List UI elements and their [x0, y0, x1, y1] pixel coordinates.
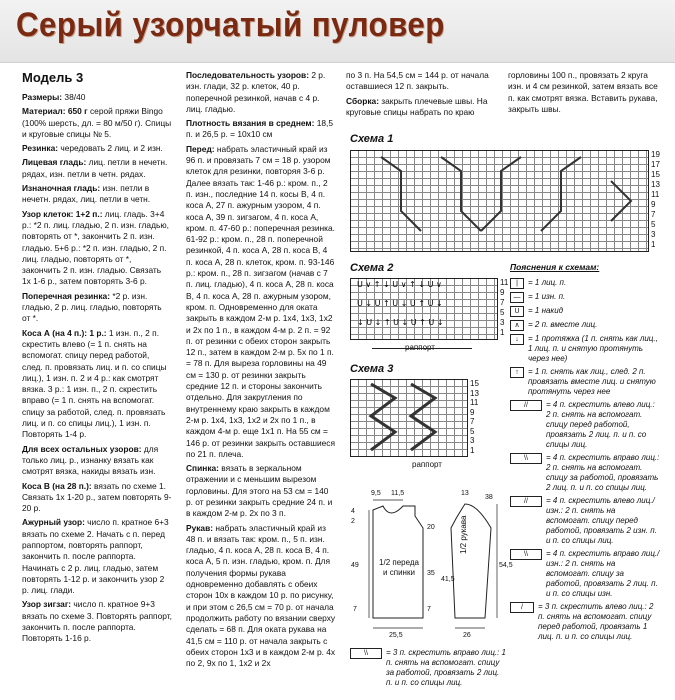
row-number: 1 [500, 328, 505, 337]
paragraph-heading: Лицевая гладь: [22, 157, 87, 168]
row-number: 7 [470, 417, 475, 426]
legend-text: = 1 накид [528, 306, 564, 315]
col1-paragraph [22, 183, 172, 206]
legend-item [510, 306, 660, 317]
dim-54-5: 54,5 [499, 562, 513, 569]
dim-7a: 7 [353, 606, 357, 613]
row-number: 5 [500, 308, 505, 317]
col1-paragraph [22, 143, 172, 154]
row-number: 9 [500, 288, 505, 297]
scheme3-row-numbers [470, 379, 490, 455]
legend-item [510, 602, 660, 642]
paragraph-text: чередовать 2 лиц. и 2 изн. [58, 143, 163, 154]
dim-top-a: 9,5 [371, 490, 381, 497]
legend-symbol-icon: U [510, 306, 524, 317]
paragraph-heading: Перед: [186, 143, 215, 154]
legend [510, 262, 660, 645]
paragraph-heading: Поперечная резинка: [22, 290, 110, 301]
legend-item [510, 292, 660, 303]
legend-item [510, 320, 660, 331]
col1-paragraph [22, 328, 172, 441]
scheme1-cables [351, 151, 648, 251]
model-heading: Модель 3 [22, 70, 84, 85]
scheme2-grid [350, 278, 498, 340]
legend-text: = 4 п. скрестить влево лиц.: 2 п. снять на вспомогат. спицу перед работой, провязать 2 лиц. п. и п. со спицы лиц. [546, 400, 655, 449]
front-back-label: 1/2 переда и спинки [379, 558, 419, 577]
scheme1-grid [350, 150, 649, 252]
legend-symbol-icon: // [510, 496, 542, 507]
legend-text: = 1 протяжка (1 п. снять как лиц., 1 лиц. п. и снятую протянуть через нее) [528, 334, 658, 363]
legend-symbol-icon: \\ [510, 549, 542, 560]
legend-symbol-icon: ↑ [510, 367, 524, 378]
paragraph-text: 2 р. изн. глади, 32 р. клеток, 40 р. поперечной резинкой, начав с 4 р. лиц. гладью. [186, 70, 326, 114]
scheme3-rapport: раппорт [412, 460, 442, 469]
legend-item [510, 334, 660, 364]
row-number: 7 [651, 210, 656, 219]
svg-text:U ∨ ↑ ↓ U ∨ ↑ ↓ U ∨: U ∨ ↑ ↓ U ∨ ↑ ↓ U ∨ [357, 280, 442, 289]
scheme1-row-numbers [651, 150, 671, 250]
paragraph-heading: Ажурный узор: [22, 517, 85, 528]
legend-title: Пояснения к схемам: [510, 262, 600, 272]
page-title: Серый узорчатый пуловер [16, 6, 445, 44]
row-number: 17 [651, 160, 660, 169]
paragraph-text: набрать эластичный край из 96 п. и провязать 7 см = 18 р. узором клеток для резинки, повторяя 3-6 р. Далее вязать так: 1-46 р.: кром. п., 2 п. изн., последние 14 п. косы В, 4 п. коса А, 27 п. ажурным узором, 4 п. коса А, 39 п. зигзагом, 4 п. коса А, кром. п. 47-60 р.: поперечная резинка. 61-92 р.: кром. п., 28 п. поперечной резинкой, 4 п. коса А, 28 п. коса В, 4 п. коса А, 28 п. клеток, кром. п. 93-146 р.: кром. п., 28 п. зигзагом (начав с 7 п. лиц. гладью), 4 п. коса А, 28 п. коса В, 4 п. коса А, 28 п. ажурным узором, кром. п. Одновременно для оката закрыть в каждом 2-м р. 1х4, 1х3, 1х2 и 2х по 1 п., в каждом 4-м р. 2 п. = 92 п. от резинки с обеих сторон закрыть 12 п., затем в каждом 2-м р. 5х по 1 п. = 78 п. Для выреза горловины на 49 см = 130 р. от резинки закрыть средние 12 п. и стороны закончить отдельно. Для закругления по внутреннему краю закрыть в каждом 2-м р. 1х4, 1х3, 1х2 и 2х по 1 п., в каждом 4-м р. еще 1х1 п. На 55 см = 146 р. от резинки закрыть оставшиеся по 21 п. плеча. [186, 143, 336, 459]
paragraph-text: вязать по схеме 1. Связать 1х 1-20 р., затем повторять 9-20 р. [22, 480, 172, 514]
col2-paragraph [186, 144, 336, 460]
scheme3-zigzag [351, 380, 467, 456]
legend-bottom-item [350, 648, 508, 688]
legend-text: = 3 п. скрестить влево лиц.: 2 п. снять на вспомогат. спицу перед работой, провязать 1 лиц. п. и п. со спицы лиц. [538, 602, 654, 641]
legend-item [510, 496, 660, 546]
row-number: 1 [651, 240, 656, 249]
text-column-3 [346, 70, 496, 121]
garment-shapes [345, 488, 510, 648]
dim-41-5: 41,5 [441, 576, 455, 583]
col2-paragraph [186, 523, 336, 670]
legend-text: = 1 п. снять как лиц., след. 2 п. провязать вместе лиц. и снятую протянуть через нее [528, 367, 656, 396]
paragraph-heading: Изнаночная гладь: [22, 183, 101, 194]
row-number: 5 [651, 220, 656, 229]
legend-text: = 4 п. скрестить вправо лиц./изн.: 2 п. снять на вспомогат. спицу за работой, провязать 2 лиц. п. и п. со спицы изн. [546, 549, 660, 598]
paragraph-text: горловины 100 п., провязать 2 круга изн. и 4 см резинкой, затем вязать все п. как смотрят вязка. Вставить рукава, закрыть швы. [508, 70, 658, 114]
legend-symbol-icon: // [510, 400, 542, 411]
scheme2-rapport-line [372, 348, 472, 349]
row-number: 5 [470, 426, 475, 436]
row-number: 11 [470, 398, 479, 407]
dim-neck-a: 4 [351, 508, 355, 515]
paragraph-text: 18,5 п. и 26,5 р. = 10х10 см [186, 118, 334, 140]
text-column-4 [508, 70, 658, 118]
legend-text: = 4 п. скрестить вправо лиц.: 2 п. снять на вспомогат. спицу за работой, провязать 2 лиц. п. и п. со спицы лиц. [546, 453, 660, 492]
row-number: 15 [470, 379, 479, 388]
row-number: 15 [651, 170, 660, 179]
paragraph-heading: Коса В (на 28 п.): [22, 480, 92, 491]
col1-paragraph [22, 444, 172, 478]
paragraph-text: лиц. петли в нечетн. рядах, изн. петли в четн. рядах. [22, 157, 168, 179]
dim-top-b: 11,5 [391, 490, 405, 497]
legend-symbol-icon: — [510, 292, 524, 303]
legend-text: = 1 изн. п. [528, 292, 566, 301]
legend-item [510, 400, 660, 450]
legend-symbol-icon: ↓ [510, 334, 524, 345]
paragraph-text: вязать в зеркальном отражении и с меньшим вырезом горловины. Для этого на 53 см = 140 р. от резинки закрыть средние 24 п. и в каждом 2-м р. 2х по 3 п. [186, 463, 333, 519]
legend-bottom-text: = 3 п. скрестить вправо лиц.: 1 п. снять на вспомогат. спицу за работой, провязать 2 лиц. п. и п. со спицы лиц. [386, 648, 507, 687]
paragraph-heading: Последовательность узоров: [186, 70, 309, 80]
paragraph-heading: Сборка: [346, 95, 379, 106]
cable-right-3-icon: \\ [350, 648, 382, 659]
dim-20: 20 [427, 524, 435, 531]
dim-7b: 7 [427, 606, 431, 613]
svg-text:U ↓ U ↑ U ↓ U ↑ U ↓: U ↓ U ↑ U ↓ U ↑ U ↓ [357, 299, 443, 308]
paragraph-text: лиц. гладь. 3+4 р.: *2 п. лиц. гладью, 2 п. изн. гладью, повторять от *, закончить 2 п. изн. гладью. 5+6 р.: *2 п. изн. гладью, 2 п. лиц. гладью, повторять от *, закончить 2 п. изн. гладью. Связать 1х 1-6 р., затем повторять 3-6 р. [22, 208, 169, 287]
col2-paragraph [186, 70, 336, 115]
legend-text: = 2 п. вместе лиц. [528, 320, 598, 329]
svg-text:↓ U ↓ ↑ U ↓ U ↑ U ↓: ↓ U ↓ ↑ U ↓ U ↑ U ↓ [357, 318, 444, 327]
paragraph-heading: Плотность вязания в среднем: [186, 118, 315, 129]
row-number: 11 [651, 190, 660, 199]
paragraph-text: число п. кратное 6+3 вязать по схеме 2. Начать с п. перед раппортом, повторять раппорт, закончить п. после раппорта. Начинать с 2 р. лиц. гладью, затем повторять 1-12 р. и закончить узор 2 р. лиц. глади. [22, 517, 169, 596]
paragraph-text: 38/40 [62, 92, 86, 102]
row-number: 13 [651, 180, 660, 189]
scheme2-symbols [351, 279, 497, 339]
dim-neck-b: 2 [351, 518, 355, 525]
legend-symbol-icon: \\ [510, 453, 542, 464]
paragraph-text: *2 р. изн. гладью, 2 р. лиц. гладью, повторять от *. [22, 290, 162, 324]
paragraph-heading: Спинка: [186, 463, 219, 474]
row-number: 9 [470, 407, 475, 417]
paragraph-heading: Размеры: [22, 92, 63, 102]
col4-paragraph [508, 70, 658, 115]
row-number: 1 [470, 445, 475, 455]
col1-paragraph [22, 92, 172, 103]
scheme3-grid [350, 379, 468, 457]
legend-item [510, 367, 660, 397]
scheme2-label: Схема 2 [350, 262, 394, 274]
col3-paragraph [346, 70, 496, 93]
paragraph-heading: Резинка: [22, 143, 59, 154]
paragraph-heading: Для всех остальных узоров: [22, 443, 142, 454]
row-number: 9 [651, 200, 656, 209]
row-number: 7 [500, 298, 505, 307]
legend-symbol-icon: / [510, 602, 534, 613]
row-number: 3 [651, 230, 656, 239]
text-column-1 [22, 70, 172, 648]
col2-paragraph [186, 118, 336, 141]
dim-13: 13 [461, 490, 469, 497]
row-number: 3 [500, 318, 505, 327]
row-number: 11 [500, 278, 509, 287]
title-band [0, 0, 675, 63]
paragraph-heading: Коса А (на 4 п.): 1 р.: [22, 327, 107, 338]
paragraph-heading: Узор зигзаг: [22, 599, 72, 610]
paragraph-text: 1 изн. п., 2 п. скрестить влево (= 1 п. снять на вспомогат. спицу перед работой, след. п. провязать лиц. и п. со спицы лиц.), 1 изн. п. 2 и 4 р.: как смотрят вязка. 3 р.: 1 изн. п., 2 п. скрестить вправо (= 1 п. снять на вспомогат. спицу за работой, след. п. провязать лиц. и п. со спицы лиц.), 1 изн. п. Повторять 1-4 р. [22, 327, 167, 440]
garment-diagram [345, 488, 513, 648]
col3-paragraph [346, 96, 496, 119]
row-number: 3 [470, 436, 475, 445]
paragraph-heading: Материал: 650 г [22, 106, 88, 117]
paragraph-text: серой пряжи Bingo (100% шерсть, дл. = 80 м/50 г). Спицы и круговые спицы № 5. [22, 106, 172, 139]
dim-38: 38 [485, 494, 493, 501]
scheme1-label: Схема 1 [350, 133, 394, 145]
col1-paragraph [22, 157, 172, 180]
col1-paragraph [22, 209, 172, 288]
legend-item [510, 549, 660, 599]
paragraph-text: закрыть плечевые швы. На круговые спицы набрать по краю [346, 95, 488, 117]
dim-26: 26 [463, 632, 471, 639]
legend-symbol-icon: | [510, 278, 524, 289]
row-number: 13 [470, 388, 479, 398]
col1-paragraph [22, 291, 172, 325]
legend-item [510, 453, 660, 493]
row-number: 19 [651, 150, 660, 159]
dim-25-5: 25,5 [389, 632, 403, 639]
legend-text: = 1 лиц. п. [528, 278, 567, 287]
legend-text: = 4 п. скрестить влево лиц./изн.: 2 п. снять на вспомогат. спицу перед работой, провязать 2 изн. п. и п. со спицы лиц. [546, 496, 657, 545]
dim-49: 49 [351, 562, 359, 569]
sleeve-label: 1/2 рукава [459, 515, 468, 554]
dim-35: 35 [427, 570, 435, 577]
legend-item [510, 278, 660, 289]
text-column-2 [186, 70, 336, 672]
col1-paragraph [22, 481, 172, 515]
paragraph-text: по 3 п. На 54,5 см = 144 р. от начала оставшиеся 12 п. закрыть. [346, 70, 489, 92]
scheme3-label: Схема 3 [350, 363, 394, 375]
paragraph-text: набрать эластичный край из 48 п. и вязать так: кром. п., 5 п. изн. гладью, 4 п. коса А, 28 п. коса В, 4 п. коса А, 5 п. изн. гладью, кром. п. Для получения формы рукава одновременно добавлять с обеих сторон 10х в каждом 10 р. по рисунку, и при этом с 26,5 см = 70 р. от начала продолжить работу по вязании сверху сделать = 68 п. Для оката рукава на 41,5 см = 110 р. от начала закрыть с обеих сторон 1х3 и в каждом 2-м р. 4х по 2, 9х по 1, 1х2 и 2х [186, 522, 336, 669]
paragraph-heading: Рукав: [186, 522, 214, 533]
col1-paragraph [22, 106, 172, 140]
col1-paragraph [22, 517, 172, 596]
col2-paragraph [186, 463, 336, 519]
paragraph-text: число п. кратное 9+3 вязать по схеме 3. Повторять раппорт, закончить п. после раппорта. Повторять 1-16 р. [22, 599, 172, 644]
legend-symbol-icon: ∧ [510, 320, 524, 331]
paragraph-heading: Узор клеток: 1+2 п.: [22, 208, 103, 219]
paragraph-text: изн. петли в нечетн. рядах, лиц. петли в четн. [22, 183, 151, 205]
col1-paragraph [22, 599, 172, 644]
paragraph-text: для только лиц. р., изнанку вязать как смотрят вязка, накиды вязать изн. [22, 443, 159, 477]
